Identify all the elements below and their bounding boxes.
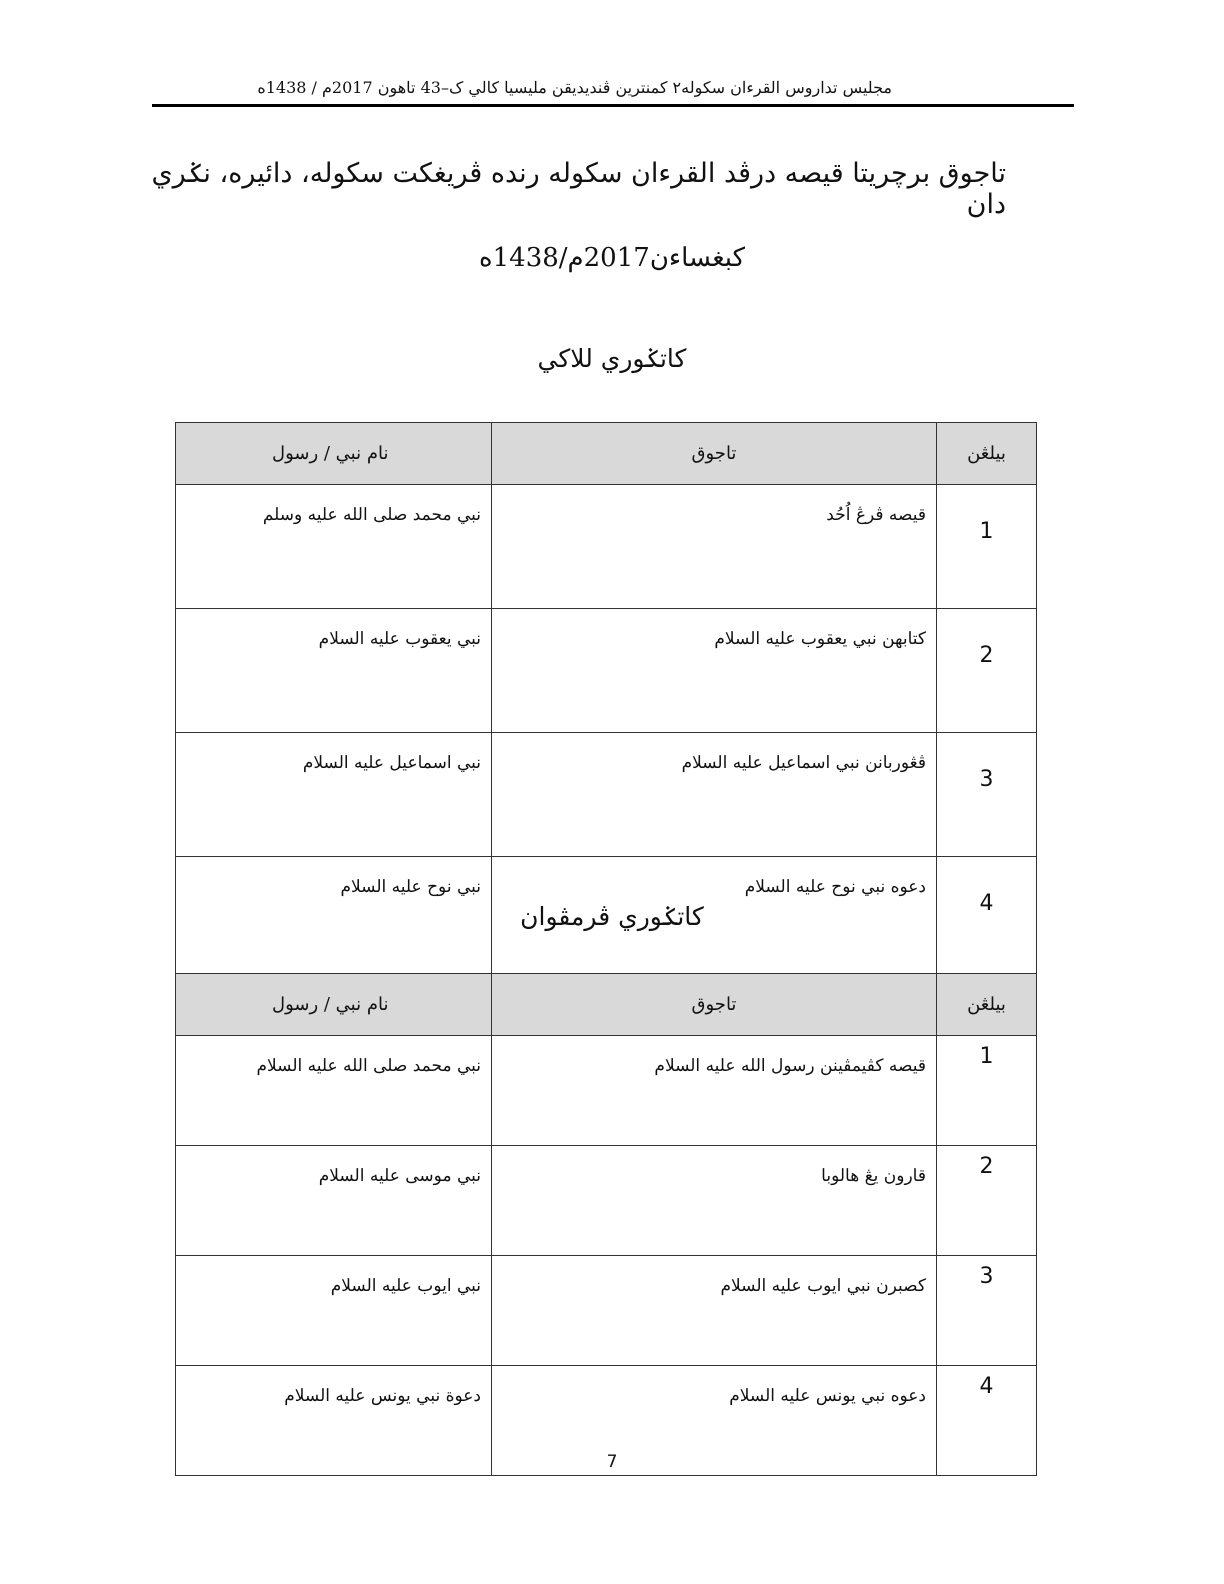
cell-name: نبي موسى عليه السلام <box>176 1146 492 1256</box>
cell-topic: دعوه نبي يونس عليه السلام <box>492 1366 937 1476</box>
cell-topic: کتابهن نبي يعقوب عليه السلام <box>492 609 937 733</box>
column-header-topic: تاجوق <box>492 974 937 1036</box>
cell-topic: قيصه ڤرڠ اُحُد <box>492 485 937 609</box>
cell-number: 4 <box>937 1366 1037 1476</box>
cell-name: نبي يعقوب عليه السلام <box>176 609 492 733</box>
cell-number: 2 <box>937 609 1037 733</box>
topics-table-female <box>175 973 1037 1476</box>
table-row <box>176 1036 1037 1146</box>
table-header-row <box>176 974 1037 1036</box>
cell-number: 3 <box>937 1256 1037 1366</box>
table-row <box>176 1146 1037 1256</box>
cell-number: 1 <box>937 1036 1037 1146</box>
cell-name: نبي نوح عليه السلام <box>176 857 492 981</box>
header-divider <box>152 104 1074 107</box>
column-header-number: بيلڠن <box>937 423 1037 485</box>
document-title: تاجوق برچريتا قيصه درڤد القرءان سکوله رنده ڤريغکت سکوله، دائيره، نݢري دان <box>151 158 1006 220</box>
table-row <box>176 1256 1037 1366</box>
column-header-name: نام نبي / رسول <box>176 974 492 1036</box>
cell-number: 3 <box>937 733 1037 857</box>
table-header-row <box>176 423 1037 485</box>
running-header: مجليس تداروس القرءان سکوله٢ کمنترين ڤنديديقن مليسيا کالي ک–43 تاهون 2017م / 1438ه <box>257 78 892 97</box>
cell-name: نبي محمد صلى الله عليه السلام <box>176 1036 492 1146</box>
cell-topic: دعوه نبي نوح عليه السلام <box>492 857 937 981</box>
cell-name: نبي ايوب عليه السلام <box>176 1256 492 1366</box>
cell-topic: قارون يڠ هالوبا <box>492 1146 937 1256</box>
category-title-male: کاتݢوري للاکي <box>537 344 687 373</box>
category-title-female: کاتݢوري ڤرمڤوان <box>520 902 704 931</box>
cell-name: نبي محمد صلى الله عليه وسلم <box>176 485 492 609</box>
table-row <box>176 609 1037 733</box>
page-number: 7 <box>606 1452 618 1472</box>
table-row <box>176 733 1037 857</box>
cell-topic: کصبرن نبي ايوب عليه السلام <box>492 1256 937 1366</box>
cell-number: 1 <box>937 485 1037 609</box>
cell-name: دعوة نبي يونس عليه السلام <box>176 1366 492 1476</box>
cell-number: 2 <box>937 1146 1037 1256</box>
cell-topic: ڤڠوربانن نبي اسماعيل عليه السلام <box>492 733 937 857</box>
column-header-name: نام نبي / رسول <box>176 423 492 485</box>
cell-name: نبي اسماعيل عليه السلام <box>176 733 492 857</box>
cell-number: 4 <box>937 857 1037 981</box>
cell-topic: قيصه کڤيمڤينن رسول الله عليه السلام <box>492 1036 937 1146</box>
column-header-number: بيلڠن <box>937 974 1037 1036</box>
topics-table-male <box>175 422 1037 981</box>
document-subtitle: کبغساءن2017م/1438ه <box>478 243 746 273</box>
column-header-topic: تاجوق <box>492 423 937 485</box>
table-row <box>176 485 1037 609</box>
